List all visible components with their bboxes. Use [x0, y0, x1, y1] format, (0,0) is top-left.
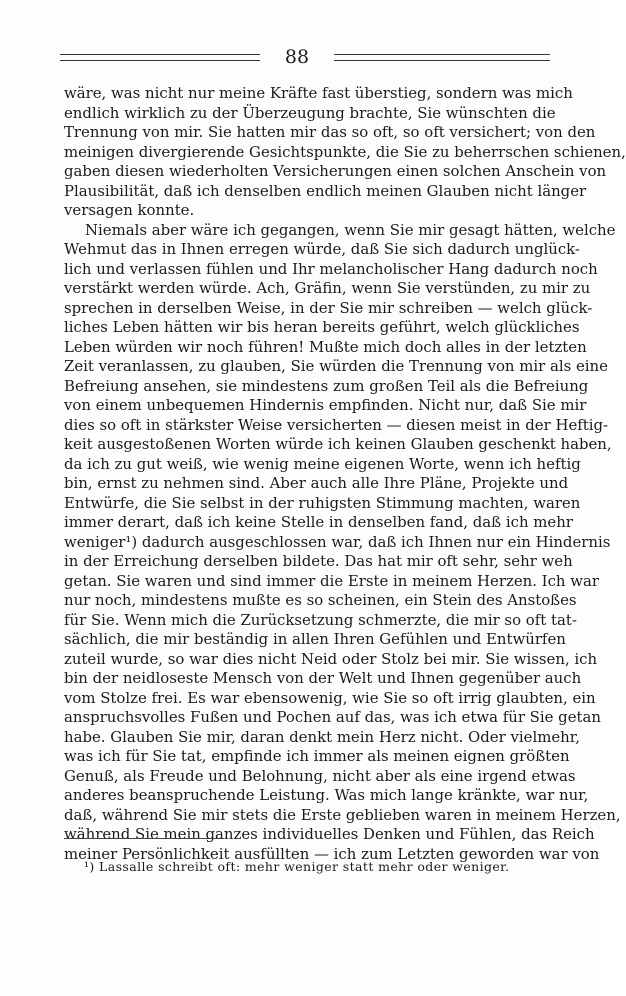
- text-line: während Sie mein ganzes individuelles Denken und Fühlen, das Reich: [64, 825, 595, 843]
- header-rule-left: [60, 54, 260, 61]
- text-line: wäre, was nicht nur meine Kräfte fast überstieg, sondern was mich: [64, 84, 573, 102]
- text-line: sprechen in derselben Weise, in der Sie mir schreiben — welch glück-: [64, 298, 593, 317]
- text-line: meinigen divergierende Gesichtspunkte, die Sie zu beherrschen schienen,: [64, 142, 626, 161]
- text-line: versagen konnte.: [64, 201, 195, 219]
- text-line: für Sie. Wenn mich die Zurücksetzung schmerzte, die mir so oft tat-: [64, 610, 577, 629]
- page-header: [60, 44, 550, 70]
- text-line: liches Leben hätten wir bis heran bereits geführt, welch glückliches: [64, 318, 580, 336]
- text-line: Plausibilität, daß ich denselben endlich meinen Glauben nicht länger: [64, 181, 587, 200]
- text-line: habe. Glauben Sie mir, daran denkt mein Herz nicht. Oder vielmehr,: [64, 727, 580, 746]
- text-line: anderes beanspruchende Leistung. Was mich lange kränkte, war nur,: [64, 786, 589, 804]
- text-line: Zeit veranlassen, zu glauben, Sie würden die Trennung von mir als eine: [64, 357, 608, 375]
- body-text: [64, 84, 626, 864]
- text-line: daß, während Sie mir stets die Erste geblieben waren in meinem Herzen,: [64, 805, 621, 824]
- text-line: getan. Sie waren und sind immer die Erste in meinem Herzen. Ich war: [64, 571, 599, 590]
- paragraph-2: [64, 220, 621, 865]
- text-line: meiner Persönlichkeit ausfüllten — ich zum Letzten geworden war von: [64, 844, 600, 863]
- footnote: ¹) Lassalle schreibt oft: mehr weniger statt mehr oder weniger.: [84, 859, 510, 874]
- text-line: anspruchsvolles Fußen und Pochen auf das, was ich etwa für Sie getan: [64, 708, 601, 726]
- text-line: was ich für Sie tat, empfinde ich immer als meinen eignen größten: [64, 747, 570, 765]
- paragraph-1: [64, 84, 626, 221]
- text-line: sächlich, die mir beständig in allen Ihren Gefühlen und Entwürfen: [64, 630, 566, 648]
- text-line: Trennung von mir. Sie hatten mir das so oft, so oft versichert; von den: [64, 123, 596, 141]
- header-rule-right: [334, 54, 550, 61]
- text-line: weniger¹) dadurch ausgeschlossen war, daß ich Ihnen nur ein Hindernis: [64, 532, 611, 551]
- text-line: in der Erreichung derselben bildete. Das hat mir oft sehr, sehr weh: [64, 552, 573, 570]
- text-line: da ich zu gut weiß, wie wenig meine eigenen Worte, wenn ich heftig: [64, 454, 581, 473]
- text-line: Niemals aber wäre ich gegangen, wenn Sie mir gesagt hätten, welche: [85, 220, 616, 239]
- text-line: von einem unbequemen Hindernis empfinden. Nicht nur, daß Sie mir: [64, 396, 587, 414]
- text-line: gaben diesen wiederholten Versicherungen einen solchen Anschein von: [64, 162, 607, 180]
- text-line: Entwürfe, die Sie selbst in der ruhigsten Stimmung machten, waren: [64, 493, 581, 512]
- text-line: Befreiung ansehen, sie mindestens zum großen Teil als die Befreiung: [64, 376, 589, 395]
- footnote-divider: [64, 838, 224, 839]
- text-line: verstärkt werden würde. Ach, Gräfin, wenn Sie verstünden, zu mir zu: [64, 279, 591, 297]
- text-line: Wehmut das in Ihnen erregen würde, daß Sie sich dadurch unglück-: [64, 240, 580, 258]
- text-line: bin, ernst zu nehmen sind. Aber auch alle Ihre Pläne, Projekte und: [64, 474, 569, 492]
- page-number: 88: [284, 46, 310, 68]
- text-line: Genuß, als Freude und Belohnung, nicht aber als eine irgend etwas: [64, 766, 576, 785]
- text-line: vom Stolze frei. Es war ebensowenig, wie Sie so oft irrig glaubten, ein: [64, 688, 596, 707]
- text-line: immer derart, daß ich keine Stelle in denselben fand, daß ich mehr: [64, 513, 573, 531]
- text-line: endlich wirklich zu der Überzeugung brachte, Sie wünschten die: [64, 103, 556, 122]
- text-line: dies so oft in stärkster Weise versicherten — diesen meist in der Heftig-: [64, 415, 609, 434]
- text-line: zuteil wurde, so war dies nicht Neid oder Stolz bei mir. Sie wissen, ich: [64, 649, 598, 668]
- text-line: keit ausgestoßenen Worten würde ich keinen Glauben geschenkt haben,: [64, 435, 612, 453]
- text-line: Leben würden wir noch führen! Mußte mich doch alles in der letzten: [64, 337, 587, 356]
- text-line: bin der neidloseste Mensch von der Welt und Ihnen gegenüber auch: [64, 669, 582, 687]
- text-line: nur noch, mindestens mußte es so scheinen, ein Stein des Anstoßes: [64, 591, 577, 609]
- text-line: lich und verlassen fühlen und Ihr melancholischer Hang dadurch noch: [64, 259, 598, 278]
